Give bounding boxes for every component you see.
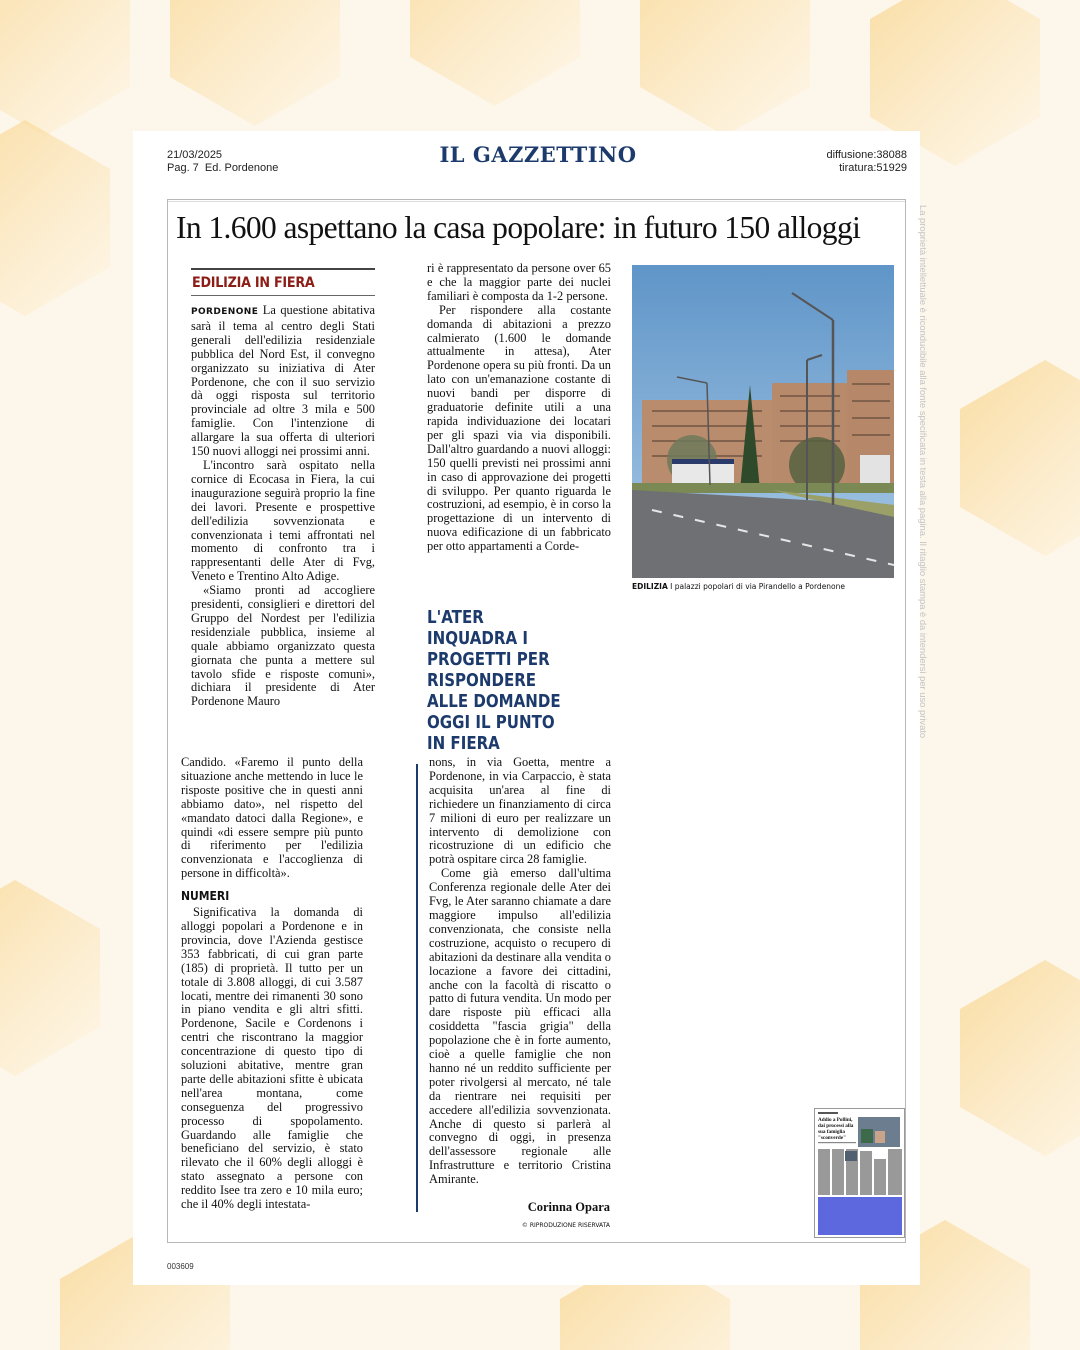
- caption-label: EDILIZIA: [632, 582, 668, 591]
- background-hexagon: [410, 0, 580, 106]
- newspaper-masthead: IL GAZZETTINO: [439, 142, 637, 167]
- kicker-rule-bottom: [191, 295, 375, 296]
- background-hexagon: [0, 120, 110, 316]
- paragraph: Per rispondere alla costante domanda di abitazioni a prezzo calmierato (1.600 le domande attualmente in attesa), Ater Pordenone opera su più fronti. Da un lato con un'emanazione costante di nuovi bandi per disporre di graduatorie definite utili a una rapida individuazione dei locatari per gli spazi via via disponibili. Dall'altro guardando a nuovi alloggi: 150 quelli previsti nei prossimi anni in caso di approvazione dei progetti di sviluppo. Per quanto riguarda le costruzioni, ad esempio, è in corso la progettazione di un intervento di nuova edificazione di un fabbricato per otto appartamenti a Corde-: [427, 302, 611, 554]
- background-hexagon: [0, 880, 100, 1076]
- housing-blocks-photo: [632, 265, 894, 578]
- article-column-3: [181, 756, 363, 1212]
- article-frame: [167, 199, 906, 1243]
- article-headline: In 1.600 aspettano la casa popolare: in futuro 150 alloggi: [176, 210, 861, 245]
- background-hexagon: [960, 960, 1080, 1156]
- paragraph: «Siamo pronti ad accogliere presidenti, consiglieri e direttori del Gruppo del Nordest per l'edilizia residenziale pubblica, insieme al quale abbiamo organizzato questa giornata che punta a mettere sul tavolo sfide e risposte comuni», dichiara il presidente di Ater Pordenone Mauro: [191, 583, 375, 709]
- column-divider: [416, 764, 418, 1212]
- paragraph: ri è rappresentato da persone over 65 e che la maggior parte dei nuclei familiari è composta da 1-2 persone.: [427, 261, 611, 303]
- article-column-1: [191, 304, 375, 709]
- background-hexagon: [960, 360, 1080, 556]
- header-left: [167, 149, 278, 175]
- paragraph: Significativa la domanda di alloggi popolari a Pordenone e in provincia, dove l'Azienda gestisce 353 fabbricati, di cui gran parte (185) di proprietà. Il tutto per un totale di 3.808 alloggi, di cui 3.587 locati, mentre dei rimanenti 30 sono in piano vendita e gli altri sfitti. Pordenone, Sacile e Cordenons i centri che riscontrano la maggior concentrazione di questo tipo di soluzioni abitative, mentre gran parte delle abitazioni sfitte è ubicata nell'area montana, come conseguenza del progressivo processo di spopolamento. Guardando alle famiglie che beneficiano del servizio, è stato rilevato che il 60% degli alloggi è stato assegnato a persone con reddito Isee tra zero e 10 mila euro; che il 40% degli intestata-: [181, 905, 363, 1212]
- footer-code: 003609: [167, 1262, 194, 1271]
- caption-text: I palazzi popolari di via Pirandello a Pordenone: [667, 582, 846, 591]
- paragraph: nons, in via Goetta, mentre a Pordenone, in via Carpaccio, è stata acquisita un'area al fine di richiedere un finanziamento di circa 7 milioni di euro per realizzare un intervento di demolizione con ricostruzione di un edificio che potrà ospitare circa 28 famiglie.: [429, 755, 611, 867]
- paragraph-text: La questione abitativa sarà il tema al centro degli Stati generali dell'edilizia residenziale pubblica del Nord Est, il convegno organizzato su iniziativa di Ater Pordenone, che con il suo servizio dà oggi risposta sul territorio provinciale ad oltre 3 mila e 500 famiglie. Con l'intenzione di allargare la sua offerta di ulteriori 150 nuovi alloggi nei prossimi anni.: [191, 303, 375, 459]
- side-note-text: La proprietà intellettuale è riconducibile alla fonte specificata in testa alla pagina. Il ritaglio stampa è da intendersi per uso privato: [918, 205, 929, 739]
- paragraph: [191, 304, 375, 459]
- dateline: PORDENONE: [191, 307, 259, 317]
- page-edition: Pag. 7 Ed. Pordenone: [167, 162, 279, 174]
- header-right: [826, 149, 907, 175]
- article-column-4: [429, 756, 611, 1187]
- subhead-numeri: NUMERI: [181, 889, 230, 904]
- article-column-2: [427, 262, 611, 554]
- background-hexagon: [170, 0, 340, 126]
- clipping-sheet: [133, 131, 920, 1285]
- pull-quote: L'ATER INQUADRA I PROGETTI PER RISPONDERE ALLE DOMANDE OGGI IL PUNTO IN FIERA: [427, 608, 561, 754]
- thumbnail-headline: Addio a Pollini, dai processi alla sua famiglia "sconverde": [818, 1117, 854, 1141]
- byline: Corinna Opara: [527, 1200, 610, 1214]
- page-thumbnail: [814, 1108, 905, 1238]
- section-kicker: EDILIZIA IN FIERA: [192, 275, 315, 291]
- paragraph: Candido. «Faremo il punto della situazione anche mettendo in luce le risposte positive che in questi anni abbiamo dato», nel rispetto del «mandato datoci dalla Regione», e quindi «di essere sempre più punto di riferimento per l'edilizia convenzionata e l'accoglienza di persone in difficoltà».: [181, 755, 363, 881]
- issue-date: 21/03/2025: [167, 149, 223, 161]
- photo-illustration: [632, 265, 894, 578]
- tiratura-stat: tiratura:51929: [839, 162, 907, 174]
- reproduction-notice: © RIPRODUZIONE RISERVATA: [521, 1222, 610, 1229]
- background-hexagon: [0, 0, 130, 136]
- kicker-rule-top: [191, 268, 375, 270]
- diffusione-stat: diffusione:38088: [826, 149, 907, 161]
- background-hexagon: [640, 0, 810, 136]
- copyright-side-note: [916, 205, 930, 830]
- paragraph: L'incontro sarà ospitato nella cornice di Ecocasa in Fiera, la cui inaugurazione seguirà proprio la fine dei lavori. Presente e prospettive dell'edilizia sovvenzionata e convenzionata i temi affrontati nel momento di confronto tra i rappresentanti delle Ater di Fvg, Veneto e Trentino Alto Adige.: [191, 457, 375, 584]
- frame-top-line: [168, 201, 905, 202]
- paragraph: Come già emerso dall'ultima Conferenza regionale delle Ater dei Fvg, le Ater saranno chiamate a dare maggiore impulso all'edilizia convenzionata, che consiste nella costruzione, acquisto o recupero di abitazioni da destinare alla vendita o locazione a favore dei cittadini, anche con la facoltà di riscatto o patto di futura vendita. Un modo per dare risposte più efficaci alla cosiddetta "fascia grigia" della popolazione che è in forte aumento, cioè a quelle famiglie che non hanno né un reddito sufficiente per poter rivolgersi al mercato, né tale da rientrare nei requisiti per accedere all'edilizia sovvenzionata. Anche di questo si parlerà al convegno di oggi, in presenza dell'assessore regionale alle Infrastrutture e territorio Cristina Amirante.: [429, 866, 611, 1187]
- photo-caption: [632, 582, 894, 591]
